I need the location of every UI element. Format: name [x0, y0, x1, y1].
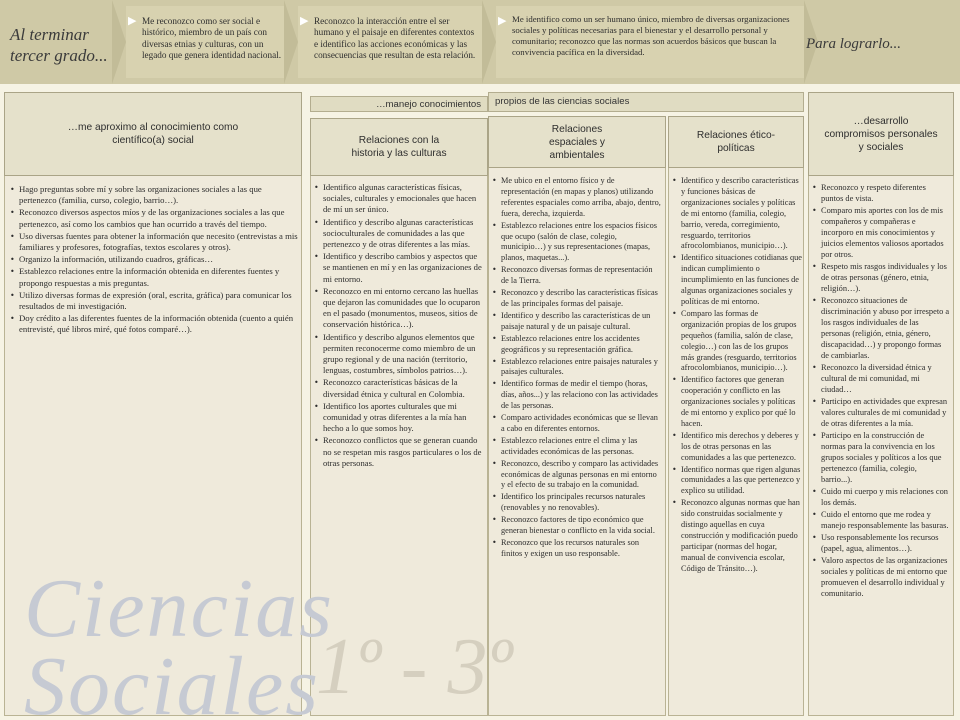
- list-item: • Reconozco situaciones de discriminación y abuso por irrespeto a los rasgos individuales de las personas (religión, etnia, género, discapacidad…) y propongo formas de cambiarlas.: [812, 295, 950, 361]
- list-item: • Uso diversas fuentes para obtener la información que necesito (entrevistas a mis familiares y profesores, fotografías, textos escolares y otros).: [10, 231, 298, 253]
- list-item: • Reconozco características básicas de la diversidad étnica y cultural en Colombia.: [314, 377, 484, 399]
- column-spatial-list: [492, 176, 662, 561]
- list-item: • Cuido mi cuerpo y mis relaciones con los demás.: [812, 486, 950, 508]
- banner-left-title-line1: Al terminar: [10, 25, 89, 44]
- banner-right-title: Para lograrlo...: [806, 36, 902, 52]
- banner-chevron-1: [112, 0, 126, 84]
- list-item: • Reconozco en mi entorno cercano las huellas que dejaron las comunidades que lo ocuparon en el pasado (monumentos, museos, sitios de conservación histórica…).: [314, 286, 484, 331]
- list-item: • Reconozco diversas formas de representación de la Tierra.: [492, 265, 662, 287]
- column-commitments-list: [812, 182, 950, 600]
- list-item: • Doy crédito a las diferentes fuentes de la información obtenida (cuento a quién entrevisté, qué libros miré, qué fotos comparé…).: [10, 313, 298, 335]
- list-item: • Utilizo diversas formas de expresión (oral, escrita, gráfica) para comunicar los resultados de mi investigación.: [10, 290, 298, 312]
- list-item: • Identifico mis derechos y deberes y los de otras personas en las comunidades a las que pertenezco.: [672, 431, 802, 464]
- top-banner: [0, 0, 960, 84]
- banner-step-3-text: Me identifico como un ser humano único, miembro de diversas organizaciones sociales y políticas necesarias para el bienestar y el desarrollo personal y comunitario; reconozco que las normas son acuerdos básicos que buscan la convivencia pacífica en la diversidad.: [512, 14, 790, 57]
- list-item: • Reconozco y respeto diferentes puntos de vista.: [812, 182, 950, 204]
- list-item: • Reconozco y describo las características físicas de las principales formas del paisaje.: [492, 288, 662, 310]
- column-ethic-header: Relaciones ético-políticas: [668, 116, 804, 168]
- step-arrow-icon: ▶: [128, 14, 137, 27]
- list-item: • Organizo la información, utilizando cuadros, gráficas…: [10, 254, 298, 265]
- list-item: • Hago preguntas sobre mí y sobre las organizaciones sociales a las que pertenezco (familia, curso, colegio, barrio…).: [10, 184, 298, 206]
- list-item: • Identifico factores que generan cooperación y conflicto en las organizaciones sociales y políticas de mi entorno y explico por qué lo hacen.: [672, 375, 802, 430]
- column-history-list: [314, 182, 484, 470]
- list-item: • Identifico los aportes culturales que mi comunidad y otras diferentes a la mía han hecho a lo que somos hoy.: [314, 401, 484, 435]
- column-scientist-header: …me aproximo al conocimiento como científico(a) social: [4, 92, 302, 176]
- list-item: • Cuido el entorno que me rodea y manejo responsablemente las basuras.: [812, 509, 950, 531]
- list-item: • Participo en la construcción de normas para la convivencia en los grupos sociales y políticos a los que pertenezco (familia, colegio, barrio...).: [812, 430, 950, 485]
- banner-chevron-2: [284, 0, 298, 84]
- list-item: • Identifico normas que rigen algunas comunidades a las que pertenezco y explico su utilidad.: [672, 465, 802, 498]
- list-item: • Identifico y describo las características de un paisaje natural y de un paisaje cultural.: [492, 311, 662, 333]
- step-arrow-icon: ▶: [300, 14, 309, 27]
- list-item: • Identifico y describo algunas características socioculturales de comunidades a las que pertenezco y de otras diferentes a las mías.: [314, 217, 484, 251]
- watermark-grade: 1º - 3º: [316, 623, 513, 711]
- list-item: • Valoro aspectos de las organizaciones sociales y políticas de mi entorno que promueven el desarrollo individual y comunitario.: [812, 555, 950, 599]
- list-item: • Comparo las formas de organización propias de los grupos pequeños (familia, salón de clase, colegio…) con las de los grupos más grandes (resguardo, territorios afrocolombianos, municipio…).: [672, 309, 802, 374]
- manejo-bar: …manejo conocimientos: [310, 96, 488, 112]
- banner-step-2-text: Reconozco la interacción entre el ser humano y el paisaje en diferentes contextos e identifico las acciones económicas y las consecuencias que resultan de esta relación.: [314, 16, 476, 61]
- list-item: • Identifico y describo cambios y aspectos que se mantienen en mí y en las organizaciones de mi entorno.: [314, 251, 484, 285]
- list-item: • Reconozco la diversidad étnica y cultural de mi comunidad, mi ciudad…: [812, 362, 950, 395]
- list-item: • Identifico situaciones cotidianas que indican cumplimiento o incumplimiento en las funciones de algunas organizaciones sociales y políticas de mi entorno.: [672, 253, 802, 308]
- column-commitments-header: …desarrollo compromisos personales y sociales: [808, 92, 954, 176]
- step-arrow-icon: ▶: [498, 14, 507, 27]
- list-item: • Reconozco conflictos que se generan cuando no se respetan mis rasgos particulares o los de otras personas.: [314, 435, 484, 469]
- list-item: • Reconozco que los recursos naturales son finitos y exigen un uso responsable.: [492, 538, 662, 560]
- list-item: • Establezco relaciones entre la información obtenida en diferentes fuentes y propongo respuestas a mis preguntas.: [10, 266, 298, 288]
- list-item: • Me ubico en el entorno físico y de representación (en mapas y planos) utilizando referentes espaciales como arriba, abajo, dentro, fuera, derecha, izquierda.: [492, 176, 662, 220]
- list-item: • Identifico algunas características físicas, sociales, culturales y emocionales que hacen de mí un ser único.: [314, 182, 484, 216]
- column-spatial-header: Relaciones espaciales y ambientales: [488, 116, 666, 168]
- column-scientist-list: [10, 184, 298, 337]
- list-item: • Establezco relaciones entre los accidentes geográficos y su representación gráfica.: [492, 334, 662, 356]
- list-item: • Uso responsablemente los recursos (papel, agua, alimentos…).: [812, 532, 950, 554]
- list-item: • Reconozco algunas normas que han sido construidas socialmente y distingo aquellas en cuya construcción y modificación puedo participar (normas del hogar, manual de convivencia escolar, Código de Tránsito…).: [672, 498, 802, 574]
- banner-left-title: [10, 24, 118, 66]
- list-item: • Respeto mis rasgos individuales y los de otras personas (género, etnia, religión…).: [812, 261, 950, 294]
- list-item: • Establezco relaciones entre paisajes naturales y paisajes culturales.: [492, 357, 662, 379]
- list-item: • Identifico formas de medir el tiempo (horas, días, años...) y las relaciono con las actividades de las personas.: [492, 379, 662, 412]
- list-item: • Reconozco factores de tipo económico que generan bienestar o conflicto en la vida social.: [492, 515, 662, 537]
- banner-step-1-text: Me reconozco como ser social e histórico, miembro de un país con diversas etnias y culturas, con un legado que genera identidad nacional.: [142, 16, 282, 61]
- column-history-header: Relaciones con la historia y las culturas: [310, 118, 488, 176]
- list-item: • Identifico y describo características y funciones básicas de organizaciones sociales y políticas de mi entorno (familia, colegio, barrio, vereda, corregimiento, resguardo, territorios afrocolombianos, municipio…).: [672, 176, 802, 252]
- list-item: • Comparo mis aportes con los de mis compañeros y compañeras e incorporo en mis conocimientos y juicios elementos valiosos aportados por otros.: [812, 205, 950, 260]
- column-ethic-list: [672, 176, 802, 576]
- list-item: • Reconozco diversos aspectos míos y de las organizaciones sociales a las que pertenezco, así como los cambios que han ocurrido a través del tiempo.: [10, 207, 298, 229]
- list-item: • Comparo actividades económicas que se llevan a cabo en diferentes entornos.: [492, 413, 662, 435]
- propios-bar: propios de las ciencias sociales: [488, 92, 804, 112]
- list-item: • Identifico los principales recursos naturales (renovables y no renovables).: [492, 492, 662, 514]
- list-item: • Reconozco, describo y comparo las actividades económicas de algunas personas en mi entorno y el efecto de su trabajo en la comunidad.: [492, 459, 662, 492]
- list-item: • Establezco relaciones entre el clima y las actividades económicas de las personas.: [492, 436, 662, 458]
- list-item: • Identifico y describo algunos elementos que permiten reconocerme como miembro de un grupo regional y de una nación (territorio, lenguas, costumbres, símbolos patrios…).: [314, 332, 484, 377]
- banner-left-title-line2: tercer grado...: [10, 46, 108, 65]
- watermark-title: [24, 562, 334, 720]
- watermark-line2: Sociales: [24, 640, 320, 720]
- watermark-line1: Ciencias: [24, 562, 334, 655]
- list-item: • Participo en actividades que expresan valores culturales de mi comunidad y de otras diferentes a la mía.: [812, 396, 950, 429]
- list-item: • Establezco relaciones entre los espacios físicos que ocupo (salón de clase, colegio, municipio…) y sus representaciones (mapas, planos, maquetas...).: [492, 221, 662, 265]
- banner-chevron-3: [482, 0, 496, 84]
